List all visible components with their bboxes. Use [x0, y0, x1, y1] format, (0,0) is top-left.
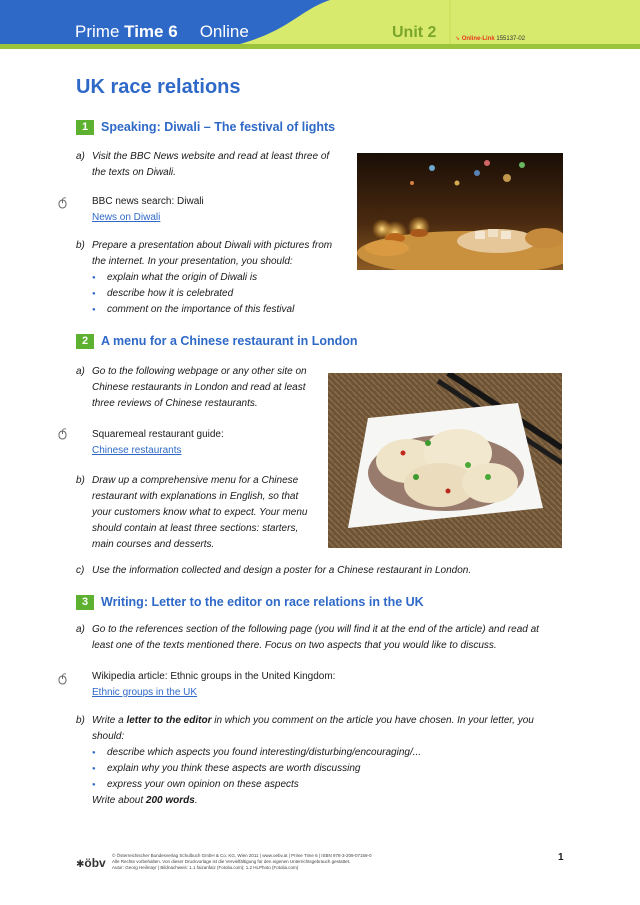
section-title: Writing: Letter to the editor on race relations in the UK [101, 595, 424, 609]
section-title: A menu for a Chinese restaurant in London [101, 334, 358, 348]
list-item: ● explain why you think these aspects are worth discussing [92, 761, 556, 777]
brand-title: Prime Time 6 Online [75, 22, 249, 41]
resource-2 [92, 427, 224, 459]
section-number-badge: 2 [76, 334, 94, 349]
diwali-photo [357, 153, 563, 270]
section-number-badge: 1 [76, 120, 94, 135]
copyright-text: © Österreichischer Bundesverlag Schulbuch GmbH & Co. KG, Wien 2011 | www.oebv.at | Prime Time 6 | ISBN 978-3-209-07159-0 Alle Rechte vorbehalten. Von dieser Druckvorlage ist die Vervielfältigung für den eigenen Unterrichtsgebrauch gestattet. Autor: Georg Heilmayr | Bildnachweis: 1.1 faizanfaiz (Fotolia.com); 1.2 HLPhoto (Fotolia.com) [112, 853, 372, 870]
list-item: ● describe which aspects you found interesting/disturbing/encouraging/... [92, 745, 556, 761]
page-title: UK race relations [76, 76, 241, 98]
publisher-logo: ✱öbv [76, 856, 106, 870]
resource-1 [92, 194, 204, 226]
unit-label: Unit 2 [392, 24, 437, 41]
resource-name: BBC news search: Diwali [92, 196, 204, 207]
task-1b: b) Prepare a presentation about Diwali with pictures from the internet. In your presentation, you should: ● explain what the origin of Diwali is ● describe how it is celebrated ● comment on the importance of this festival [76, 238, 346, 318]
list-item: ● describe how it is celebrated [92, 286, 346, 302]
task-1a: a) Visit the BBC News website and read at least three of the texts on Diwali. [76, 151, 330, 178]
resource-name: Squaremeal restaurant guide: [92, 429, 224, 440]
task-3a: a) Go to the references section of the following page (you will find it at the end of the article) and read at least one of the texts mentioned there. Focus on two aspects that you would like to discuss. [76, 624, 539, 651]
resource-name: Wikipedia article: Ethnic groups in the United Kingdom: [92, 671, 336, 682]
task-2b: b) Draw up a comprehensive menu for a Chinese restaurant with explanations in English, so that your customers know what to expect. Your menu should contain at least three sections: starters, main courses and desserts. [76, 475, 308, 550]
chinese-restaurants-link[interactable]: Chinese restaurants [92, 445, 182, 456]
list-item: ● explain what the origin of Diwali is [92, 270, 346, 286]
section-3-heading [76, 594, 424, 610]
arrow-icon: ➘ [455, 36, 461, 42]
task-2c: c) Use the information collected and design a poster for a Chinese restaurant in London. [76, 565, 472, 576]
section-number-badge: 3 [76, 595, 94, 610]
mouse-icon [58, 197, 68, 209]
list-item: ● express your own opinion on these aspects [92, 777, 556, 793]
asterisk-icon: ✱ [76, 859, 85, 870]
ethnic-groups-link[interactable]: Ethnic groups in the UK [92, 687, 198, 698]
section-2-heading [76, 333, 358, 349]
task-3b: b) Write a letter to the editor in which you comment on the article you have chosen. In your letter, you should: ● describe which aspects you found interesting/disturbing/encouraging/... ● explain why you think these aspects are worth discussing ● express your own opinion on these aspects Write about 200 words. [76, 713, 556, 809]
list-item: ● comment on the importance of this festival [92, 302, 346, 318]
section-title: Speaking: Diwali – The festival of lights [101, 120, 336, 134]
word-count-instruction: Write about 200 words. [92, 795, 198, 806]
task-1b-bullets [92, 270, 346, 318]
resource-3 [92, 669, 335, 701]
task-3b-bullets [92, 745, 556, 793]
dumplings-photo [328, 373, 562, 548]
news-on-diwali-link[interactable]: News on Diwali [92, 212, 161, 223]
page-number: 1 [558, 852, 564, 863]
mouse-icon [58, 428, 68, 440]
task-2a: a) Go to the following webpage or any other site on Chinese restaurants in London and read at least three reviews of Chinese restaurants. [76, 366, 307, 409]
page-header [0, 0, 640, 52]
section-1-heading [76, 119, 335, 135]
online-link[interactable]: ➘ Online-Link 155137-02 [455, 36, 526, 42]
mouse-icon [58, 673, 68, 685]
